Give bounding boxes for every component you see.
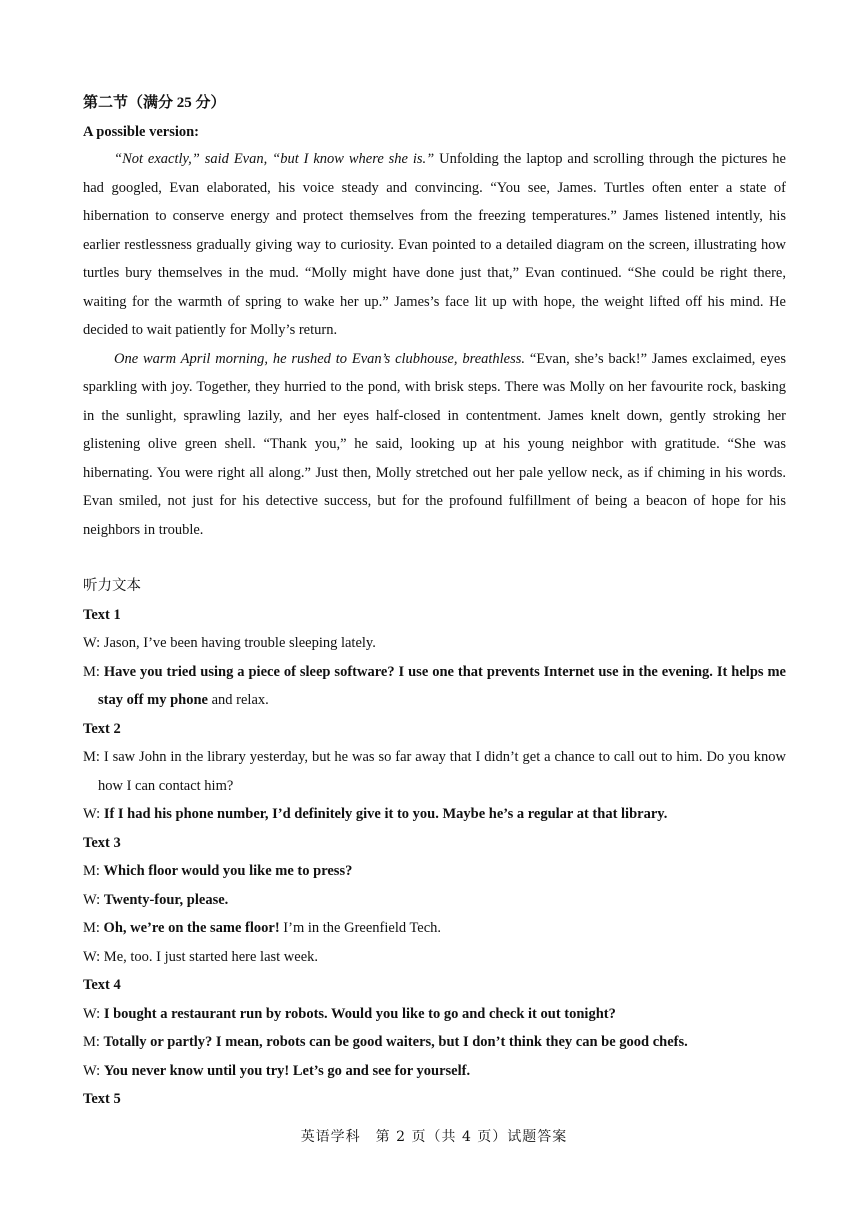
text-5-label: Text 5 — [83, 1091, 121, 1107]
text-1-label: Text 1 — [83, 606, 121, 623]
paragraph-2-body: “Evan, she’s back!” James exclaimed, eyes sparkling with joy. Together, they hurried to the pond, with brisk steps. There was Molly on her favourite rock, basking in the sunlight, sprawling lazily, and her eyes half-closed in contentment. James knelt down, gently stroking her glistening olive green shell. “Thank you,” he said, looking up at his young neighbor with gratitude. “She was hibernating. You were right all along.” Just then, Molly stretched out her pale yellow neck, as if chiming in his words. Evan smiled, not just for his detective success, but for the profound fulfillment of being a beacon of hope for his neighbors in trouble. — [83, 350, 786, 538]
speaker: M: — [83, 663, 104, 680]
text-4-line-3 — [83, 1057, 786, 1086]
text-2-label: Text 2 — [83, 720, 121, 737]
bold-answer: Which floor would you like me to press? — [103, 863, 353, 879]
bold-answer: Oh, we’re on the same floor! — [103, 920, 280, 936]
bold-answer: Totally or partly? I mean, robots can be good waiters, but I don’t think they can be good chefs. — [103, 1034, 688, 1050]
paragraph-1-lead: “Not exactly,” said Evan, “but I know where she is.” — [114, 151, 435, 167]
page-footer: 英语学科 第 2 页（共 4 页）试题答案 — [300, 1129, 568, 1145]
document-body — [83, 93, 786, 1114]
bold-answer: I bought a restaurant run by robots. Would you like to go and check it out tonight? — [103, 1005, 616, 1022]
speaker: W: — [83, 1005, 104, 1022]
text-4-line-2 — [83, 1028, 786, 1057]
paragraph-1 — [83, 145, 786, 345]
bold-answer: Have you tried using a piece of sleep software? I use one that prevents Internet use in the evening. It helps me stay off my phone — [98, 663, 786, 708]
line-rest: and relax. — [207, 692, 269, 708]
bold-answer: Twenty-four, please. — [103, 891, 229, 908]
text-3-line-3 — [83, 914, 786, 943]
speaker: W: — [83, 1062, 104, 1079]
paragraph-2-lead: One warm April morning, he rushed to Evan’s clubhouse, breathless. — [114, 350, 526, 367]
text-3-line-2 — [83, 886, 786, 915]
text-4-label: Text 4 — [83, 977, 121, 993]
text-3-line-1 — [83, 857, 786, 886]
speaker: M: — [83, 1034, 104, 1050]
listening-title: 听力文本 — [83, 578, 141, 594]
text-4-line-1 — [83, 1000, 786, 1029]
line-rest: I’m in the Greenfield Tech. — [279, 920, 442, 936]
text-2-line-2 — [83, 800, 786, 829]
paragraph-2 — [83, 345, 786, 545]
bold-answer: You never know until you try! Let’s go and see for yourself. — [103, 1062, 471, 1079]
version-label: A possible version: — [83, 124, 200, 140]
text-1-line-1: W: Jason, I’ve been having trouble sleeping lately. — [83, 635, 376, 651]
speaker: W: — [83, 806, 104, 822]
text-3-label: Text 3 — [83, 834, 121, 851]
speaker: W: — [83, 891, 104, 908]
bold-answer: If I had his phone number, I’d definitely give it to you. Maybe he’s a regular at that library. — [103, 806, 668, 822]
text-1-line-2 — [83, 658, 786, 715]
text-2-line-1: M: I saw John in the library yesterday, but he was so far away that I didn’t get a chance to call out to him. Do you know how I can contact him? — [83, 749, 786, 794]
section-title: 第二节（满分 25 分） — [83, 95, 226, 111]
speaker: M: — [83, 920, 104, 936]
text-3-line-4: W: Me, too. I just started here last week. — [83, 948, 319, 965]
paragraph-1-body: Unfolding the laptop and scrolling through the pictures he had googled, Evan elaborated, his voice steady and convincing. “You see, James. Turtles often enter a state of hibernation to conserve energy and protect themselves from the freezing temperatures.” James listened intently, his earlier restlessness gradually giving way to curiosity. Evan pointed to a detailed diagram on the screen, illustrating how turtles bury themselves in the mud. “Molly might have done just that,” Evan continued. “She could be right there, waiting for the warmth of spring to wake her up.” James’s face lit up with hope, the weight lifted off his mind. He decided to wait patiently for Molly’s return. — [83, 151, 786, 338]
speaker: M: — [83, 863, 104, 879]
